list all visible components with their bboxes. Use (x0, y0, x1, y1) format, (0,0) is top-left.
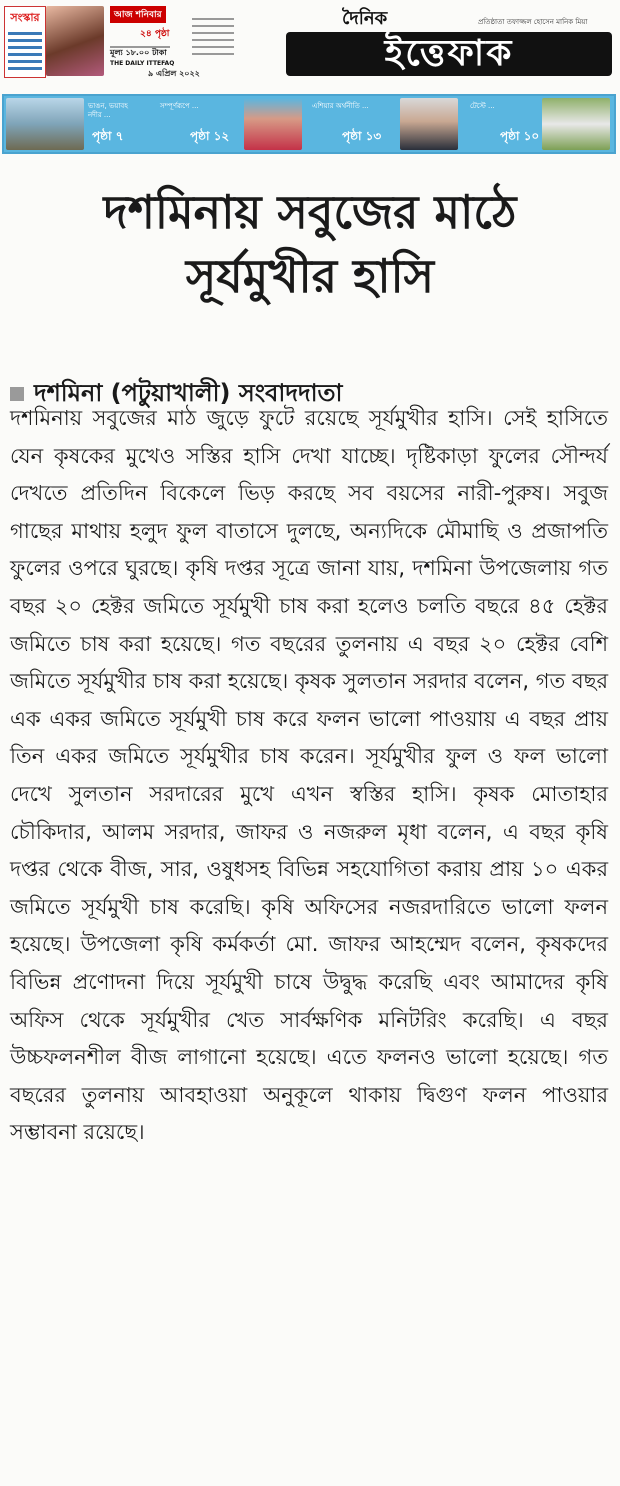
teaser-4-text: টেস্টে ... (470, 102, 495, 110)
logo-small-text: দৈনিক (342, 8, 388, 29)
teaser-1[interactable] (6, 98, 154, 150)
masthead (0, 0, 620, 92)
promo-text-lines (8, 32, 42, 70)
teaser-1-image (6, 98, 84, 150)
newspaper-logo (278, 4, 616, 84)
teaser-strip (2, 94, 616, 154)
paper-name-en: THE DAILY ITTEFAQ (110, 60, 175, 67)
article-headline (0, 180, 620, 308)
article-body: দশমিনায় সবুজের মাঠ জুড়ে ফুটে রয়েছে সূর্যমুখীর হাসি। সেই হাসিতে যেন কৃষকের মুখেও সস্তির হাসি দেখা যাচ্ছে। দৃষ্টিকাড়া ফুলের সৌন্দর্য দেখতে প্রতিদিন বিকেলে ভিড় করছে সব বয়সের নারী-পুরুষ। সবুজ গাছের মাথায় হলুদ ফুল বাতাসে দুলছে, অন্যদিকে মৌমাছি ও প্রজাপতি ফুলের ওপরে ঘুরছে। কৃষি দপ্তর সূত্রে জানা যায়, দশমিনা উপজেলায় গত বছর ২০ হেক্টর জমিতে সূর্যমুখী চাষ করা হলেও চলতি বছরে ৪৫ হেক্টর জমিতে চাষ করা হয়েছে। গত বছরের তুলনায় এ বছর ২০ হেক্টর বেশি জমিতে সূর্যমুখীর চাষ করা হয়েছে। কৃষক সুলতান সরদার বলেন, গত বছর এক একর জমিতে সূর্যমুখী চাষ করে ফলন ভালো পাওয়ায় এ বছর প্রায় তিন একর জমিতে সূর্যমুখীর চাষ করেন। সূর্যমুখীর ফুল ও ফল ভালো দেখে সুলতান সরদারের মুখে এখন স্বস্তির হাসি। কৃষক মোতাহার চৌকিদার, আলম সরদার, জাফর ও নজরুল মৃধা বলেন, এ বছর কৃষি দপ্তর থেকে বীজ, সার, ওষুধসহ বিভিন্ন সহযোগিতা করায় প্রায় ১০ একর জমিতে সূর্যমুখী চাষ করেছি। কৃষি অফিসের নজরদারিতে ভালো ফলন হয়েছে। উপজেলা কৃষি কর্মকর্তা মো. জাফর আহম্মেদ বলেন, কৃষকদের বিভিন্ন প্রণোদনা দিয়ে সূর্যমুখী চাষে উদ্বুদ্ধ করেছি এবং আমাদের কৃষি অফিস থেকে সূর্যমুখীর খেত সার্বক্ষণিক মনিটরিং করেছি। এ বছর উচ্চফলনশীল বীজ লাগানো হয়েছে। এতে ফলনও ভালো হয়েছে। গত বছরের তুলনায় আবহাওয়া অনুকূলে থাকায় দ্বিগুণ ফলন পাওয়ার সম্ভাবনা রয়েছে। (10, 406, 608, 1145)
teaser-4[interactable] (466, 98, 612, 150)
fine-print-left (110, 46, 170, 53)
byline-square-icon (10, 387, 24, 401)
headline-line-2: সূর্যমুখীর হাসি (185, 249, 435, 303)
teaser-1-page: পৃষ্ঠা ৭ (92, 129, 124, 143)
teaser-3[interactable] (308, 98, 462, 150)
teaser-2-page: পৃষ্ঠা ১২ (190, 129, 230, 143)
edition-day: আজ শনিবার (110, 6, 166, 23)
fine-print-right (192, 18, 234, 60)
page-count: ২৪ পৃষ্ঠা (140, 29, 170, 39)
teaser-2-text: সম্পূর্ণরূপে ... (160, 102, 199, 110)
teaser-4-image (542, 98, 610, 150)
issue-date: ৯ এপ্রিল ২০২২ (148, 69, 200, 78)
teaser-2[interactable] (156, 98, 304, 150)
promo-logo: সংস্কার (10, 11, 40, 24)
teaser-3-page: পৃষ্ঠা ১৩ (342, 129, 382, 143)
founder-line: প্রতিষ্ঠাতা তফাজ্জল হোসেন মানিক মিয়া (478, 18, 588, 26)
teaser-2-image (244, 98, 302, 150)
byline-text: দশমিনা (পটুয়াখালী) সংবাদদাতা (34, 379, 343, 407)
headline-line-1: দশমিনায় সবুজের মাঠে (103, 185, 517, 239)
promo-box (4, 6, 46, 78)
teaser-3-image (400, 98, 458, 150)
teaser-3-text: এশিয়ার অর্থনীতি ... (312, 102, 369, 110)
logo-main-text: ইত্তেফাক (286, 32, 612, 76)
teaser-1-text: ভাঙন, ভয়াবহ নদীর ... (88, 102, 128, 119)
teaser-4-page: পৃষ্ঠা ১০ (500, 129, 540, 143)
promo-photo (46, 6, 104, 76)
price: মূল্য ১৮.০০ টাকা (110, 48, 167, 57)
